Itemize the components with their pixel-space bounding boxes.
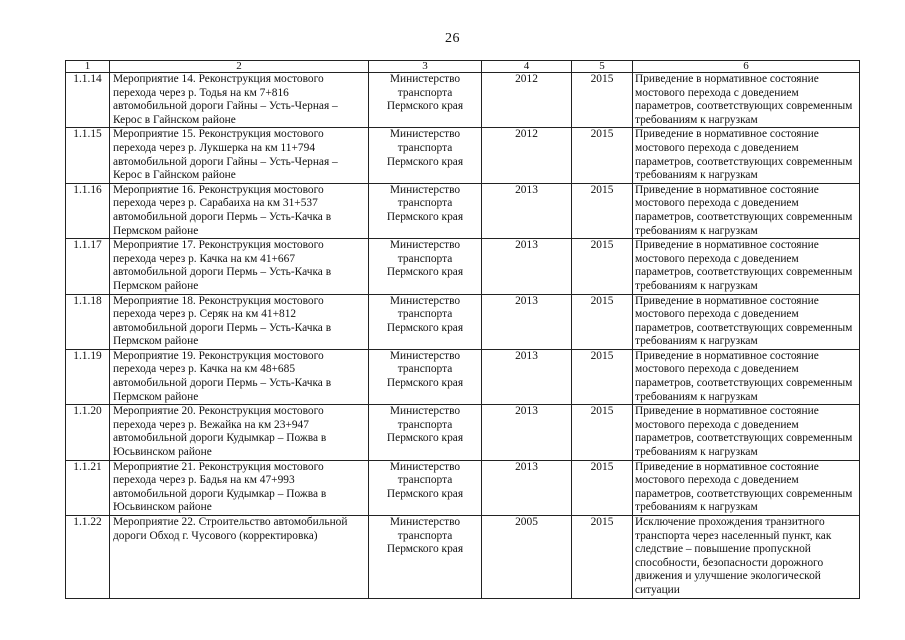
expected-result: Исключение прохождения транзитного транспорта через населенный пункт, как следствие – повышение пропускной способности, безопасности дорожного движения и улучшение экологической ситуации: [633, 516, 860, 599]
expected-result: Приведение в нормативное состояние мостового перехода с доведением параметров, соответствующих современным требованиям к нагрузкам: [633, 183, 860, 238]
executor: Министерство транспорта Пермского края: [369, 128, 482, 183]
end-year: 2015: [572, 73, 633, 128]
expected-result: Приведение в нормативное состояние мостового перехода с доведением параметров, соответствующих современным требованиям к нагрузкам: [633, 349, 860, 404]
executor: Министерство транспорта Пермского края: [369, 294, 482, 349]
expected-result: Приведение в нормативное состояние мостового перехода с доведением параметров, соответствующих современным требованиям к нагрузкам: [633, 239, 860, 294]
expected-result: Приведение в нормативное состояние мостового перехода с доведением параметров, соответствующих современным требованиям к нагрузкам: [633, 294, 860, 349]
row-number: 1.1.22: [66, 516, 110, 599]
expected-result: Приведение в нормативное состояние мостового перехода с доведением параметров, соответствующих современным требованиям к нагрузкам: [633, 405, 860, 460]
end-year: 2015: [572, 128, 633, 183]
executor: Министерство транспорта Пермского края: [369, 73, 482, 128]
end-year: 2015: [572, 239, 633, 294]
table-row: [66, 460, 860, 515]
expected-result: Приведение в нормативное состояние мостового перехода с доведением параметров, соответствующих современным требованиям к нагрузкам: [633, 128, 860, 183]
event-description: Мероприятие 16. Реконструкция мостового перехода через р. Сарабаиха на км 31+537 автомобильной дороги Пермь – Усть-Качка в Пермском районе: [110, 183, 369, 238]
event-description: Мероприятие 21. Реконструкция мостового перехода через р. Бадья на км 47+993 автомобильной дороги Кудымкар – Пожва в Юсьвинском районе: [110, 460, 369, 515]
expected-result: Приведение в нормативное состояние мостового перехода с доведением параметров, соответствующих современным требованиям к нагрузкам: [633, 73, 860, 128]
end-year: 2015: [572, 294, 633, 349]
executor: Министерство транспорта Пермского края: [369, 460, 482, 515]
row-number: 1.1.15: [66, 128, 110, 183]
table-row: [66, 128, 860, 183]
start-year: 2013: [482, 460, 572, 515]
table-row: [66, 183, 860, 238]
end-year: 2015: [572, 405, 633, 460]
start-year: 2013: [482, 239, 572, 294]
event-description: Мероприятие 20. Реконструкция мостового перехода через р. Вежайка на км 23+947 автомобильной дороги Кудымкар – Пожва в Юсьвинском районе: [110, 405, 369, 460]
start-year: 2013: [482, 294, 572, 349]
executor: Министерство транспорта Пермского края: [369, 516, 482, 599]
row-number: 1.1.21: [66, 460, 110, 515]
row-number: 1.1.18: [66, 294, 110, 349]
table-row: [66, 73, 860, 128]
table-row: [66, 349, 860, 404]
table-header-row: [66, 61, 860, 73]
executor: Министерство транспорта Пермского края: [369, 239, 482, 294]
table-row: [66, 516, 860, 599]
row-number: 1.1.20: [66, 405, 110, 460]
event-description: Мероприятие 14. Реконструкция мостового перехода через р. Тодья на км 7+816 автомобильной дороги Гайны – Усть-Черная – Керос в Гайнском районе: [110, 73, 369, 128]
end-year: 2015: [572, 460, 633, 515]
row-number: 1.1.16: [66, 183, 110, 238]
column-header: 5: [572, 61, 633, 73]
row-number: 1.1.19: [66, 349, 110, 404]
start-year: 2012: [482, 128, 572, 183]
column-header: 1: [66, 61, 110, 73]
executor: Министерство транспорта Пермского края: [369, 405, 482, 460]
start-year: 2012: [482, 73, 572, 128]
executor: Министерство транспорта Пермского края: [369, 349, 482, 404]
column-header: 4: [482, 61, 572, 73]
event-description: Мероприятие 18. Реконструкция мостового перехода через р. Серяк на км 41+812 автомобильной дороги Пермь – Усть-Качка в Пермском районе: [110, 294, 369, 349]
row-number: 1.1.17: [66, 239, 110, 294]
event-description: Мероприятие 15. Реконструкция мостового перехода через р. Лукшерка на км 11+794 автомобильной дороги Гайны – Усть-Черная – Керос в Гайнском районе: [110, 128, 369, 183]
column-header: 3: [369, 61, 482, 73]
table-row: [66, 405, 860, 460]
end-year: 2015: [572, 183, 633, 238]
page-number: 26: [445, 31, 460, 46]
event-description: Мероприятие 17. Реконструкция мостового перехода через р. Качка на км 41+667 автомобильной дороги Пермь – Усть-Качка в Пермском районе: [110, 239, 369, 294]
expected-result: Приведение в нормативное состояние мостового перехода с доведением параметров, соответствующих современным требованиям к нагрузкам: [633, 460, 860, 515]
end-year: 2015: [572, 516, 633, 599]
end-year: 2015: [572, 349, 633, 404]
column-header: 2: [110, 61, 369, 73]
start-year: 2013: [482, 405, 572, 460]
event-description: Мероприятие 19. Реконструкция мостового перехода через р. Качка на км 48+685 автомобильной дороги Пермь – Усть-Качка в Пермском районе: [110, 349, 369, 404]
start-year: 2013: [482, 183, 572, 238]
start-year: 2005: [482, 516, 572, 599]
program-events-table: [65, 60, 860, 599]
event-description: Мероприятие 22. Строительство автомобильной дороги Обход г. Чусового (корректировка): [110, 516, 369, 599]
row-number: 1.1.14: [66, 73, 110, 128]
start-year: 2013: [482, 349, 572, 404]
table-row: [66, 239, 860, 294]
executor: Министерство транспорта Пермского края: [369, 183, 482, 238]
table-row: [66, 294, 860, 349]
column-header: 6: [633, 61, 860, 73]
